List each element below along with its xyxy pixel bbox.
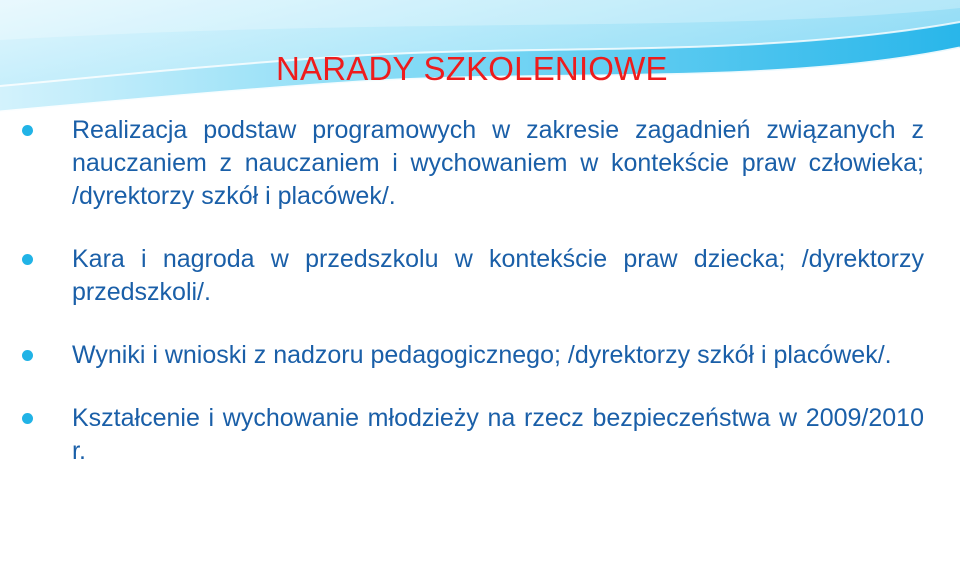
bullet-item-text: Realizacja podstaw programowych w zakresie zagadnień związanych z nauczaniem z nauczaniem i wychowaniem w kontekście praw człowieka; /dyrektorzy szkół i placówek/. [72, 116, 924, 210]
bullet-dot-icon [22, 125, 33, 136]
slide-title: NARADY SZKOLENIOWE [276, 50, 668, 87]
bullet-item-ksztalcenie [72, 402, 924, 468]
bullet-dot-icon [22, 350, 33, 361]
bullet-item-text: Kształcenie i wychowanie młodzieży na rzecz bezpieczeństwa w 2009/2010 r. [72, 404, 924, 465]
bullet-item-text: Wyniki i wnioski z nadzoru pedagogicznego; /dyrektorzy szkół i placówek/. [72, 341, 892, 369]
bullet-list [72, 114, 924, 468]
bullet-item-text: Kara i nagroda w przedszkolu w kontekście praw dziecka; /dyrektorzy przedszkoli/. [72, 245, 924, 306]
bullet-dot-icon [22, 254, 33, 265]
bullet-dot-icon [22, 413, 33, 424]
bullet-item-kara-i-nagroda [72, 243, 924, 309]
bullet-item-realizacja [72, 114, 924, 213]
bullet-item-wyniki-i-wnioski [72, 339, 924, 372]
